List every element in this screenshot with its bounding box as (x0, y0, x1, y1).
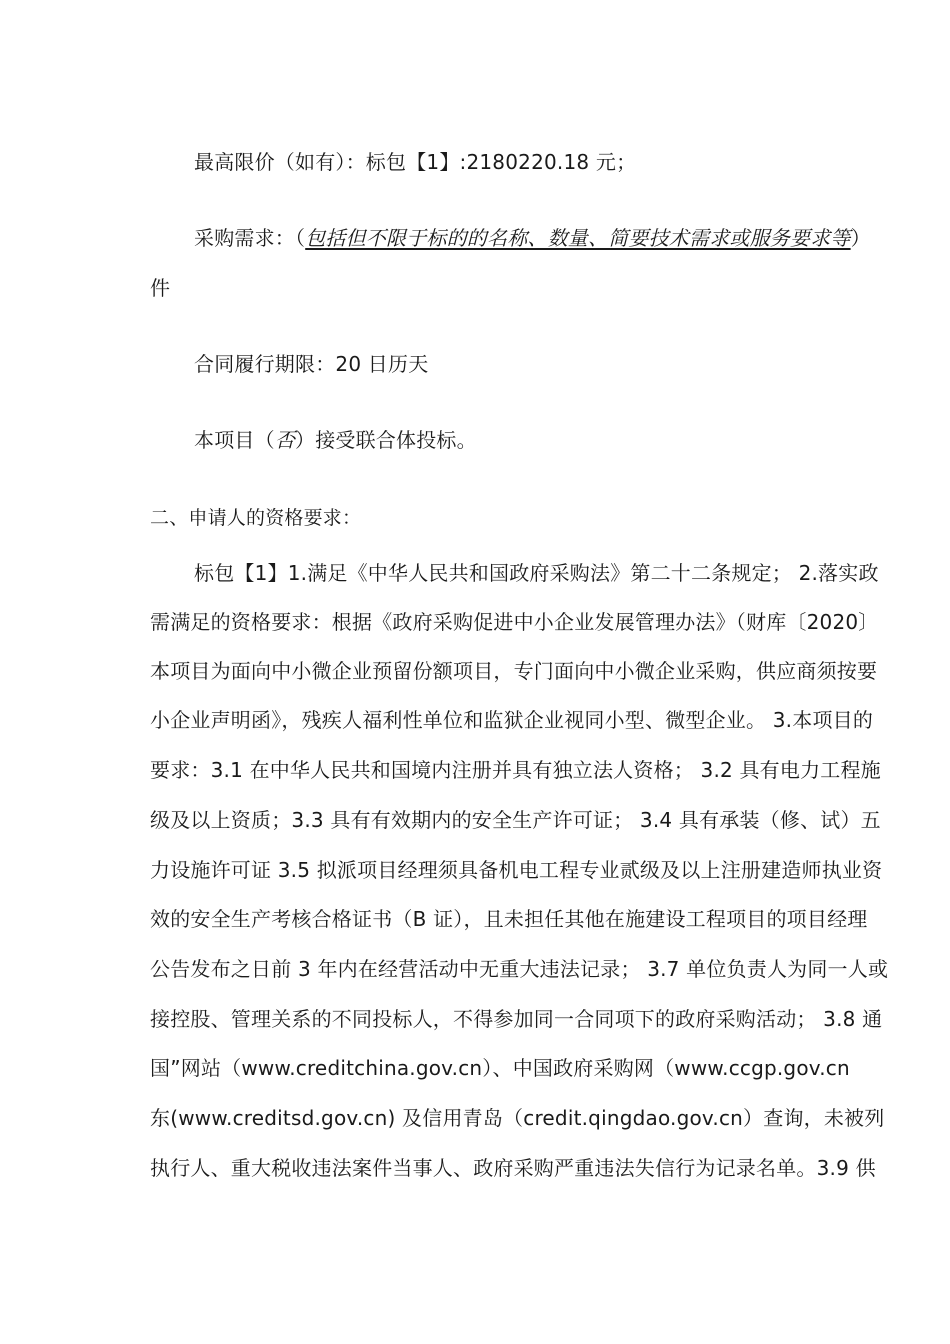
qualification-line: 级及以上资质；3.3 具有有效期内的安全生产许可证； 3.4 具有承装（修、试）五 (150, 808, 881, 832)
qualification-line: 执行人、重大税收违法案件当事人、政府采购严重违法失信行为记录名单。3.9 供 (150, 1156, 876, 1180)
qualification-line: 公告发布之日前 3 年内在经营活动中无重大违法记录； 3.7 单位负责人为同一人或 (150, 957, 889, 981)
qualification-line: 标包【1】1.满足《中华人民共和国政府采购法》第二十二条规定； 2.落实政 (194, 561, 879, 585)
qualification-line: 本项目为面向中小微企业预留份额项目，专门面向中小微企业采购，供应商须按要 (150, 659, 878, 683)
requirement-italic: 包括但不限于标的的名称、数量、简要技术需求或服务要求等 (305, 226, 851, 250)
qualification-line: 需满足的资格要求：根据《政府采购促进中小企业发展管理办法》（财库〔2020〕 (150, 610, 879, 634)
qualification-line: 效的安全生产考核合格证书（B 证），且未担任其他在施建设工程项目的项目经理 (150, 907, 868, 931)
qualification-line: 国”网站（www.creditchina.gov.cn）、中国政府采购网（www.ccgp.gov.cn (150, 1056, 850, 1080)
requirement-suffix: ） (850, 226, 871, 250)
consortium-line (194, 426, 477, 454)
consortium-suffix: ）接受联合体投标。 (295, 428, 477, 452)
requirement-line (194, 224, 871, 252)
qualification-line: 小企业声明函》，残疾人福利性单位和监狱企业视同小型、微型企业。 3.本项目的 (150, 708, 874, 732)
section-2-heading: 二、申请人的资格要求： (150, 507, 362, 529)
qualification-line: 东(www.creditsd.gov.cn) 及信用青岛（credit.qingdao.gov.cn）查询，未被列 (150, 1106, 885, 1130)
contract-period-line: 合同履行期限：20 日历天 (194, 352, 429, 376)
qualification-line: 要求：3.1 在中华人民共和国境内注册并具有独立法人资格； 3.2 具有电力工程施 (150, 758, 881, 782)
requirement-prefix: 采购需求：（ (194, 226, 306, 250)
qualification-line: 接控股、管理关系的不同投标人，不得参加同一合同项下的政府采购活动； 3.8 通 (150, 1007, 883, 1031)
requirement-continuation: 件 (150, 276, 171, 300)
qualification-line: 力设施许可证 3.5 拟派项目经理须具备机电工程专业贰级及以上注册建造师执业资 (150, 858, 883, 882)
consortium-prefix: 本项目（ (194, 428, 275, 452)
max-price-line: 最高限价（如有）：标包【1】:2180220.18 元； (194, 150, 637, 174)
consortium-value: 否 (274, 428, 296, 452)
